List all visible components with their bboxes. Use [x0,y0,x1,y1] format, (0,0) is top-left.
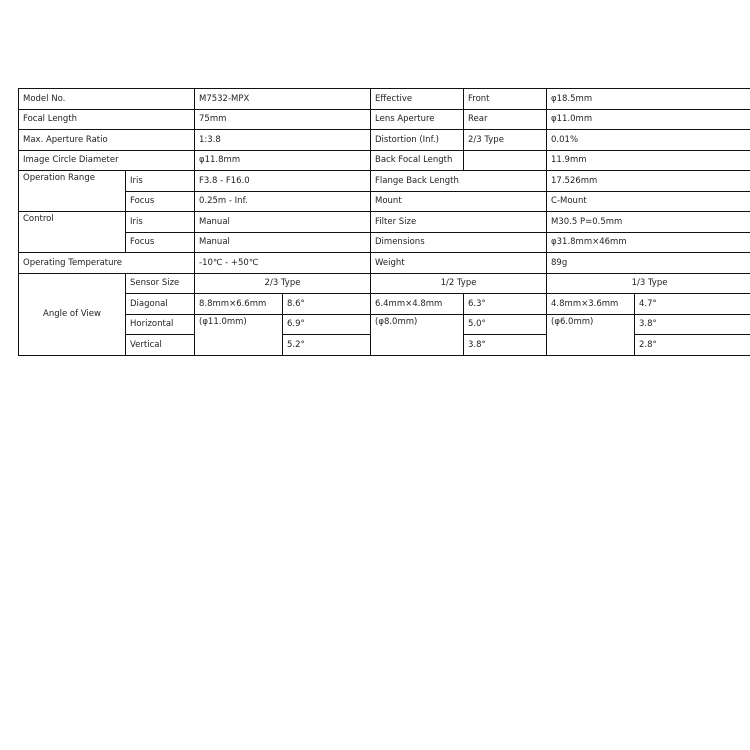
table-row [19,89,750,110]
label-max-aperture: Max. Aperture Ratio [19,130,195,151]
table-row [19,191,750,212]
empty-cell [464,150,547,171]
value-iris-range: F3.8 - F16.0 [195,171,371,192]
image-circle-1-3: (φ6.0mm) [547,314,635,355]
value-back-focal: 11.9mm [547,150,750,171]
label-lens-aperture: Lens Aperture [371,109,464,130]
table-row [19,294,750,315]
vertical-1-3: 2.8° [635,335,750,356]
label-model-no: Model No. [19,89,195,110]
table-row [19,212,750,233]
value-focus-range: 0.25m - Inf. [195,191,371,212]
label-weight: Weight [371,253,547,274]
table-row [19,130,750,151]
table-row [19,150,750,171]
horizontal-1-3: 3.8° [635,314,750,335]
image-circle-2-3: (φ11.0mm) [195,314,283,355]
label-filter-size: Filter Size [371,212,547,233]
value-control-focus: Manual [195,232,371,253]
diagonal-1-3: 4.7° [635,294,750,315]
vertical-2-3: 5.2° [283,335,371,356]
label-front: Front [464,89,547,110]
value-max-aperture: 1:3.8 [195,130,371,151]
sensor-size-1-3: 4.8mm×3.6mm [547,294,635,315]
table-row [19,109,750,130]
label-iris: Iris [126,171,195,192]
label-focus: Focus [126,191,195,212]
label-image-circle: Image Circle Diameter [19,150,195,171]
label-diagonal: Diagonal [126,294,195,315]
table-row [19,273,750,294]
label-flange-back: Flange Back Length [371,171,547,192]
table-row [19,171,750,192]
label-back-focal: Back Focal Length [371,150,464,171]
value-dimensions: φ31.8mm×46mm [547,232,750,253]
sensor-size-2-3: 8.8mm×6.6mm [195,294,283,315]
label-horizontal: Horizontal [126,314,195,335]
value-model-no: M7532-MPX [195,89,371,110]
label-distortion: Distortion (Inf.) [371,130,464,151]
lens-spec-table [18,88,750,356]
label-operation-range: Operation Range [19,171,126,212]
value-operating-temperature: -10℃ - +50℃ [195,253,371,274]
label-vertical: Vertical [126,335,195,356]
sensor-size-1-2: 6.4mm×4.8mm [371,294,464,315]
value-focal-length: 75mm [195,109,371,130]
label-distortion-type: 2/3 Type [464,130,547,151]
sensor-type-1-2: 1/2 Type [371,273,547,294]
label-focal-length: Focal Length [19,109,195,130]
value-control-iris: Manual [195,212,371,233]
label-rear: Rear [464,109,547,130]
table-row [19,314,750,335]
table-row [19,253,750,274]
sensor-type-2-3: 2/3 Type [195,273,371,294]
label-control-iris: Iris [126,212,195,233]
label-control-focus: Focus [126,232,195,253]
vertical-1-2: 3.8° [464,335,547,356]
label-control: Control [19,212,126,253]
value-image-circle: φ11.8mm [195,150,371,171]
label-mount: Mount [371,191,547,212]
sensor-type-1-3: 1/3 Type [547,273,750,294]
image-circle-1-2: (φ8.0mm) [371,314,464,355]
horizontal-2-3: 6.9° [283,314,371,335]
table-row [19,232,750,253]
value-mount: C-Mount [547,191,750,212]
label-dimensions: Dimensions [371,232,547,253]
horizontal-1-2: 5.0° [464,314,547,335]
label-sensor-size: Sensor Size [126,273,195,294]
label-effective: Effective [371,89,464,110]
label-angle-of-view: Angle of View [19,273,126,355]
label-operating-temperature: Operating Temperature [19,253,195,274]
diagonal-1-2: 6.3° [464,294,547,315]
value-weight: 89g [547,253,750,274]
value-distortion: 0.01% [547,130,750,151]
diagonal-2-3: 8.6° [283,294,371,315]
value-rear: φ11.0mm [547,109,750,130]
value-front: φ18.5mm [547,89,750,110]
value-filter-size: M30.5 P=0.5mm [547,212,750,233]
value-flange-back: 17.526mm [547,171,750,192]
